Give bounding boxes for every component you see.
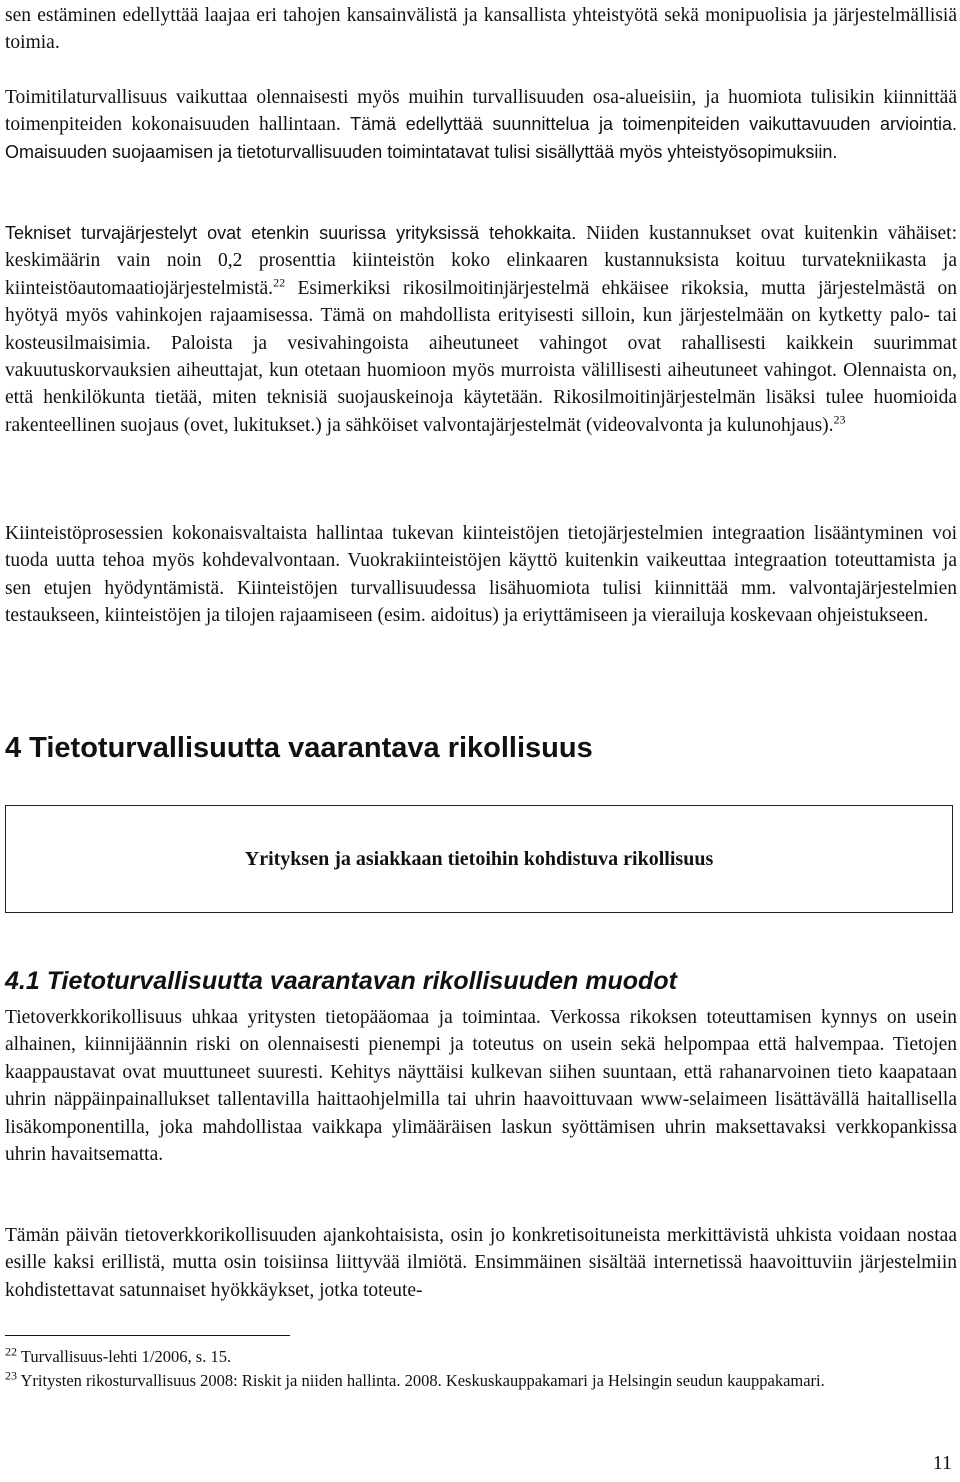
footnote-number: 22 xyxy=(5,1344,17,1359)
paragraph-technical-security xyxy=(5,220,957,439)
paragraph-current-threats-text: Tämän päivän tietoverkkorikollisuuden ajankohtaisista, osin jo konkretisoituneista merkittävistä uhkista voidaan nostaa esille kaksi erillistä, mutta osin toisiinsa liittyvää ilmiötä. Ensimmäinen sisältää internetissä haavoittuviin järjestelmiin kohdistettavat satunnaiset hyökkäykset, jotka toteute- xyxy=(5,1225,957,1301)
topic-box xyxy=(5,805,953,913)
paragraph-property-integration-text: Kiinteistöprosessien kokonaisvaltaista hallintaa tukevan kiinteistöjen tietojärjestelmien integraation lisääntyminen voi tuoda uutta tehoa myös kohdevalvontaan. Vuokrakiinteistöjen käyttö kuitenkin vaikeuttaa integraation toteuttamista ja sen etujen hyödyntämistä. Kiinteistöjen turvallisuudessa lisähuomiota tulisi kiinnittää mm. valvontajärjestelmien testaukseen, kiinteistöjen ja tilojen rajaamiseen (esim. aidoitus) ja eriyttämiseen ja vierailuja koskevaan ohjeistukseen. xyxy=(5,523,957,627)
paragraph-technical-security-lead: Tekniset turvajärjestelyt ovat etenkin suurissa yrityksissä tehokkaita. xyxy=(5,223,577,243)
paragraph-facility-security-text-2: Tämä edellyttää suunnittelua ja toimenpiteiden vaikuttavuuden arviointia. Omaisuuden suojaamisen ja tietoturvallisuuden toimintatavat tulisi sisällyttää myös yhteistyösopimuksiin. xyxy=(5,114,957,162)
footnote-text: Turvallisuus-lehti 1/2006, s. 15. xyxy=(20,1347,232,1366)
paragraph-intro-text: sen estäminen edellyttää laajaa eri tahojen kansainvälistä ja kansallista yhteistyötä sekä monipuolisia ja järjestelmällisiä toimia. xyxy=(5,5,957,54)
footnote-23 xyxy=(5,1370,945,1392)
section-heading-4-1: 4.1 Tietoturvallisuutta vaarantavan rikollisuuden muodot xyxy=(5,967,677,995)
paragraph-cybercrime-text: Tietoverkkorikollisuus uhkaa yritysten tietopääomaa ja toimintaa. Verkossa rikoksen toteuttamisen kynnys on usein alhainen, kiinnijäännin riski on olennaisesti pienempi ja toteutus on usein sekä helpompaa että halvempaa. Tietojen kaappaustavat ovat muuttuneet suuresti. Kehitys näyttäisi kulkevan siihen suuntaan, että rahanarvoinen tieto kaapataan uhrin näppäinpainallukset tallentavilla haittaohjelmilla tai uhrin haavoittuvaan www-selaimeen lisättävällä haitallisella lisäkomponentilla, joka mahdollistaa vaikkapa ylimääräisen laskun syöttämisen uhrin maksettavaksi verkkopankissa uhrin havaitsematta. xyxy=(5,1007,957,1166)
footnote-text: Yritysten rikosturvallisuus 2008: Riskit ja niiden hallinta. 2008. Keskuskauppakamari ja Helsingin seudun kauppakamari. xyxy=(20,1371,825,1390)
footnote-ref-23: 23 xyxy=(833,412,846,427)
footnote-22 xyxy=(5,1346,945,1368)
paragraph-facility-security-text: Toimitilaturvallisuus vaikuttaa olennaisesti myös muihin turvallisuuden osa-alueisiin, ja huomiota tulisikin kiinnittää toimenpiteiden kokonaisuuden hallintaan. xyxy=(5,87,957,136)
footnote-number: 23 xyxy=(5,1368,17,1383)
paragraph-facility-security xyxy=(5,84,957,166)
page-number: 11 xyxy=(932,1452,952,1474)
topic-box-title: Yrityksen ja asiakkaan tietoihin kohdistuva rikollisuus xyxy=(244,847,714,870)
paragraph-intro xyxy=(5,2,957,57)
paragraph-technical-security-text-2: Esimerkiksi rikosilmoitinjärjestelmä ehkäisee rikoksia, mutta järjestelmästä on hyötyä myös vahinkojen rajaamisessa. Tämä on mahdollista erityisesti silloin, kun järjestelmään on kytketty palo- tai kosteusilmaisimia. Paloista ja vesivahingoista aiheutuneet vahingot ovat rahallisesti kaikkein suurimmat vakuutuskorvauksien aiheuttajat, kun otetaan huomioon myös murroista välillisesti aiheutuneet vahingot. Olennaista on, että henkilökunta tietää, miten teknisiä suojauskeinoja käytetään. Rikosilmoitinjärjestelmän lisäksi tulee huomioida rakenteellinen suojaus (ovet, lukitukset.) ja sähköiset valvontajärjestelmät (videovalvonta ja kulunohjaus). xyxy=(5,277,958,436)
paragraph-cybercrime xyxy=(5,1004,957,1168)
paragraph-property-integration xyxy=(5,520,957,630)
paragraph-current-threats xyxy=(5,1222,957,1304)
footnote-divider xyxy=(5,1335,290,1336)
section-heading-4: 4 Tietoturvallisuutta vaarantava rikollisuus xyxy=(5,732,593,764)
paragraph-technical-security-text: Niiden kustannukset ovat kuitenkin vähäiset: keskimäärin vain noin 0,2 prosenttia kiinteistön koko elinkaaren kustannuksista koituu turvatekniikasta ja kiinteistöautomaatiojärjestelmistä. xyxy=(5,223,958,299)
footnote-ref-22: 22 xyxy=(273,275,286,290)
